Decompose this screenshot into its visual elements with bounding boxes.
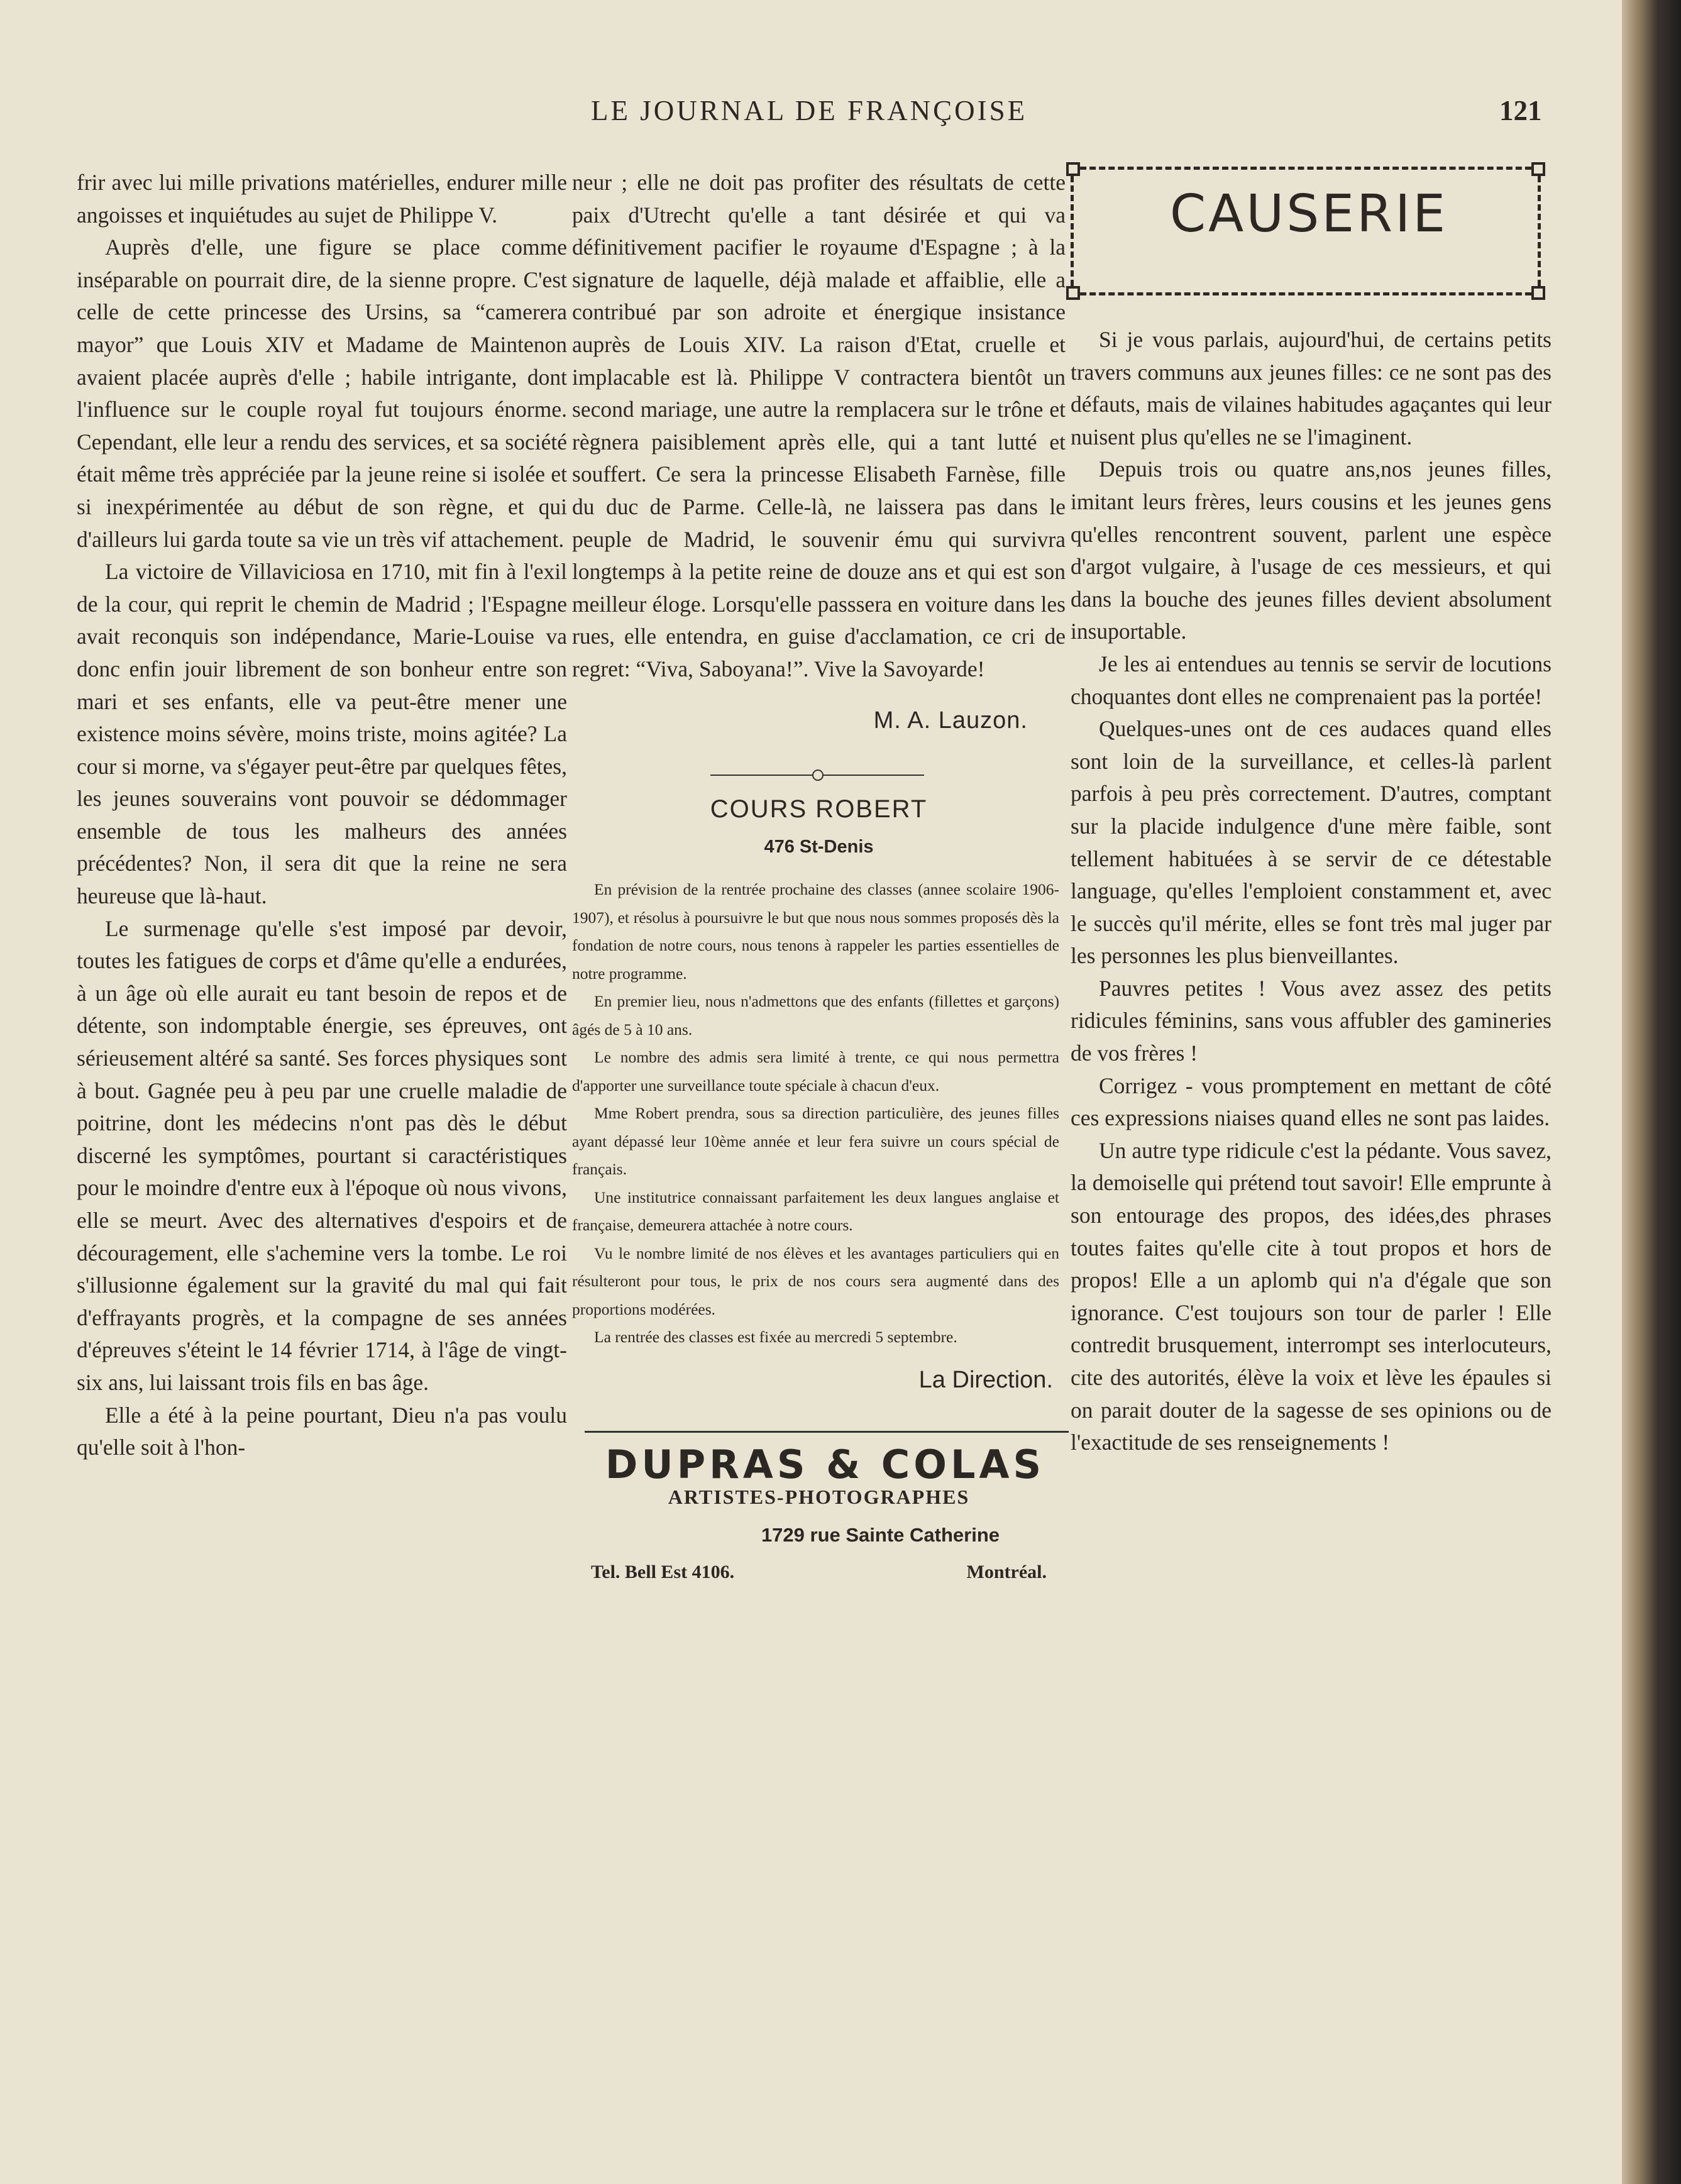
- journal-title: LE JOURNAL DE FRANÇOISE: [591, 95, 1028, 126]
- ad-paragraph: Le nombre des admis sera limité à trente, ce qui nous permettra d'apporter une surveillance toute spéciale à chacun d'eux.: [572, 1048, 1059, 1095]
- ad-body: [572, 876, 1066, 1352]
- ad-street-address: 1729 rue Sainte Catherine: [761, 1523, 1000, 1546]
- advertisement-cours-robert: [572, 793, 1066, 1396]
- advertisement-dupras-colas: [572, 1442, 1066, 1588]
- causerie-body: [1071, 324, 1551, 1459]
- ad-paragraph: En prévision de la rentrée prochaine des classes (annee scolaire 1906-1907), et résolus à poursuivre le but que nous nous sommes proposés dès la fondation de notre cours, nous tenons à rappeler les parties essentielles de notre programme.: [572, 880, 1059, 983]
- paragraph: neur ; elle ne doit pas profiter des résultats de cette paix d'Utrecht qu'elle a tant désirée et qui va définitivement pacifier le royaume d'Espagne ; à la signature de laquelle, déjà malade et affaiblie, elle a contribué par son adroite et énergique insistance auprès de Louis XIV. La raison d'Etat, cruelle et implacable est là. Philippe V contractera bientôt un second mariage, une autre la remplacera sur le trône et règnera paisiblement après elle, qui a tant lutté et souffert. Ce sera la princesse Elisabeth Farnèse, fille du duc de Parme. Celle-là, ne laissera pas dans le peuple de Madrid, le souvenir ému qui survivra longtemps à la petite reine de douze ans et qui est son meilleur éloge. Lorsqu'elle passsera en voiture dans les rues, elle entendra, en guise d'acclamation, ce cri de regret: “Viva, Saboyana!”. Vive la Savoyarde!: [572, 170, 1066, 681]
- paragraph: Le surmenage qu'elle s'est imposé par devoir, toutes les fatigues de corps et d'âme qu'elle a endurées, à un âge où elle aurait eu tant besoin de repos et de détente, son indomptable énergie, ses épreuves, ont sérieusement altéré sa santé. Ses forces physiques sont à bout. Gagnée peu à peu par une cruelle maladie de poitrine, dont les médecins n'ont pas dès le début discerné les symptômes, pourtant si caractéristiques pour le moindre d'entre eux à l'époque où nous vivons, elle se meurt. Avec des alternatives d'espoirs et de découragement, elle s'achemine vers la tombe. Le roi s'illusionne également sur la gravité du mal qui fait d'effrayants progrès, et la compagne de ses années d'épreuves s'éteint le 14 février 1714, à l'âge de vingt-six ans, lui laissant trois fils en bas âge.: [77, 915, 567, 1395]
- frame-corner-icon: [1531, 286, 1545, 300]
- divider-circle-icon: [812, 769, 824, 781]
- ad-paragraph: En premier lieu, nous n'admettons que des enfants (fillettes et garçons) âgés de 5 à 10 ans.: [572, 992, 1059, 1039]
- paragraph: La victoire de Villaviciosa en 1710, mit fin à l'exil de la cour, qui reprit le chemin de Madrid ; l'Espagne avait reconquis son indépendance, Marie-Louise va donc enfin jouir librement de son bonheur entre son mari et ses enfants, elle va peut-être mener une existence moins sévère, moins triste, moins agitée? La cour si morne, va s'égayer peut-être par quelques fêtes, les jeunes souverains vont pouvoir se dédommager ensemble de tous les malheurs des années précédentes? Non, il sera dit que la reine ne sera heureuse que là-haut.: [77, 559, 567, 909]
- page-number: 121: [1499, 95, 1542, 126]
- paragraph: Un autre type ridicule c'est la pédante. Vous savez, la demoiselle qui prétend tout savoir! Elle emprunte à son entourage des propos, des idées,des phrases toutes faites qu'elle cite à tout propos et hors de propos! Elle a un aplomb qui n'a d'égale que son ignorance. C'est toujours son tour de parler ! Elle contredit brusquement, interrompt ses interlocuteurs, cite des autorités, élève la voix et lève les épaules si on parait douter de la sagesse de ses opinions ou de l'exactitude de ses renseignements !: [1071, 1137, 1551, 1455]
- ad-business-name: DUPRAS & COLAS: [605, 1442, 1045, 1488]
- separator-line: [585, 1431, 1069, 1433]
- paragraph: Si je vous parlais, aujourd'hui, de certains petits travers communs aux jeunes filles: ce ne sont pas des défauts, mais de vilaines habitudes agaçantes qui leur nuisent plus qu'elles ne se l'imaginent.: [1071, 327, 1551, 449]
- paragraph: Pauvres petites ! Vous avez assez des petits ridicules féminins, sans vous affubler des gamineries de vos frères !: [1071, 975, 1551, 1066]
- paragraph: Quelques-unes ont de ces audaces quand elles sont loin de la surveillance, et celles-là parlent parfois à peu près correctement. D'autres, comptant sur la placide indulgence d'une mère faible, sont tellement habituées à se servir de ce détestable language, qu'elles l'emploient constamment et, avec le succès qu'il mérite, elles se font très mal juger par les personnes les plus bienveillantes.: [1071, 716, 1551, 969]
- column-2: [572, 167, 1066, 1589]
- frame-corner-icon: [1066, 162, 1080, 176]
- paragraph: Depuis trois ou quatre ans,nos jeunes filles, imitant leurs frères, leurs cousins et les jeunes gens qu'elles rencontrent souvent, parlent une espèce d'argot vulgaire, à l'usage de ces messieurs, et qui dans la bouche des jeunes filles devient absolument insuportable.: [1071, 456, 1551, 644]
- frame-corner-icon: [1531, 162, 1545, 176]
- ad-signature: La Direction.: [918, 1366, 1053, 1393]
- paragraph: Elle a été à la peine pourtant, Dieu n'a pas voulu qu'elle soit à l'hon-: [77, 1402, 567, 1460]
- ad-address: 476 St-Denis: [764, 836, 874, 857]
- divider: [572, 762, 1066, 787]
- section-title: CAUSERIE: [1169, 184, 1448, 244]
- paragraph: Corrigez - vous promptement en mettant de côté ces expressions niaises quand elles ne sont pas laides.: [1071, 1073, 1551, 1131]
- ad-paragraph: Vu le nombre limité de nos élèves et les avantages particuliers qui en résulteront pour tous, le prix de nos cours sera augmenté dans des proportions modérées.: [572, 1244, 1059, 1318]
- causerie-title-frame: [1071, 167, 1541, 295]
- article-signature: M. A. Lauzon.: [873, 707, 1028, 734]
- ad-subtitle: ARTISTES-PHOTOGRAPHES: [668, 1485, 970, 1508]
- paragraph: frir avec lui mille privations matérielles, endurer mille angoisses et inquiétudes au sujet de Philippe V.: [77, 170, 567, 228]
- book-spine: [1622, 0, 1681, 2184]
- ad-paragraph: Une institutrice connaissant parfaitement les deux langues anglaise et française, demeurera attachée à notre cours.: [572, 1188, 1059, 1235]
- ad-paragraph: La rentrée des classes est fixée au mercredi 5 septembre.: [594, 1328, 957, 1347]
- frame-corner-icon: [1066, 286, 1080, 300]
- ad-paragraph: Mme Robert prendra, sous sa direction particulière, des jeunes filles ayant dépassé leur 10ème année et leur fera suivre un cours spécial de français.: [572, 1104, 1059, 1179]
- ad-title: COURS ROBERT: [710, 795, 928, 824]
- ad-city: Montréal.: [966, 1562, 1047, 1583]
- paragraph: Je les ai entendues au tennis se servir de locutions choquantes dont elles ne comprenaient pas la portée!: [1071, 651, 1551, 709]
- ad-phone: Tel. Bell Est 4106.: [591, 1562, 735, 1583]
- paragraph: Auprès d'elle, une figure se place comme inséparable on pourrait dire, de la sienne propre. C'est celle de cette princesse des Ursins, sa “camerera mayor” que Louis XIV et Madame de Maintenon avaient placée auprès d'elle ; habile intrigante, dont l'influence sur le couple royal fut toujours énorme. Cependant, elle leur a rendu des services, et sa société était même très appréciée par la jeune reine si isolée et si inexpérimentée au début de son règne, et qui d'ailleurs lui garda toute sa vie un très vif attachement.: [77, 234, 567, 552]
- running-header: [0, 94, 1631, 138]
- column-1: [77, 167, 567, 1464]
- ad-contact-line: [572, 1556, 1066, 1589]
